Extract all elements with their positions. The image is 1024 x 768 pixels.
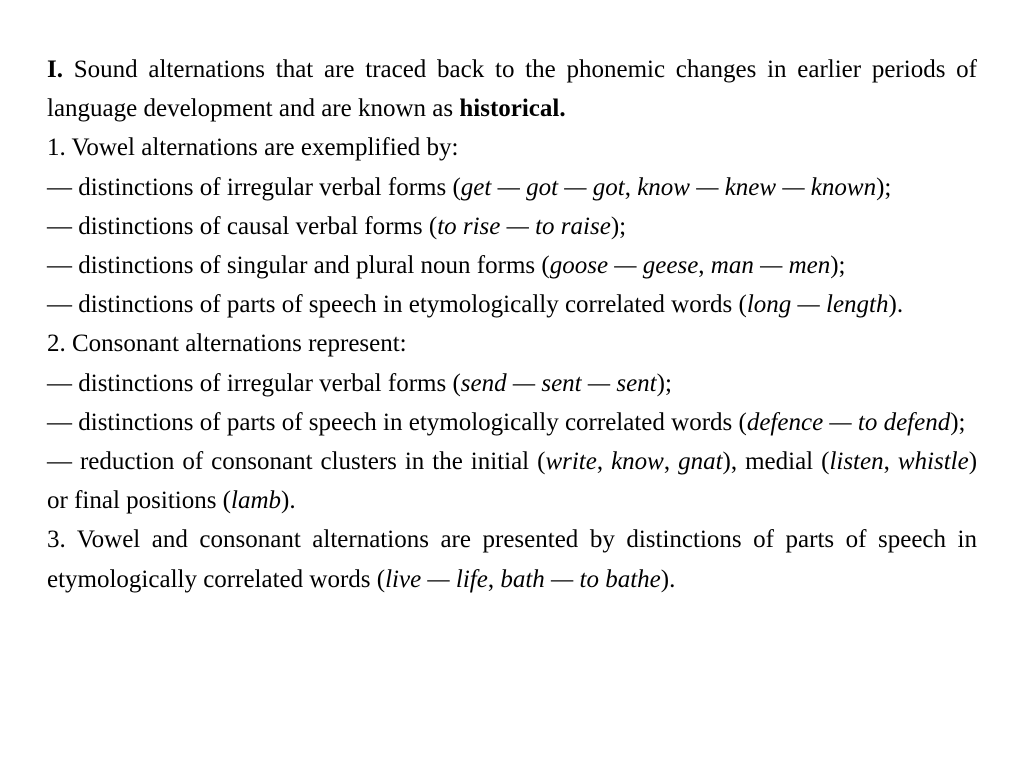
vowel-item-noun-forms [47,246,977,285]
example-text: man — men [710,252,831,280]
separator: , [487,565,501,593]
item-tail: ); [950,408,966,436]
example-text: to rise — to raise [437,212,611,240]
consonant-heading [47,324,977,363]
vowel-heading-text: 1. Vowel alternations are exemplified by: [47,134,459,162]
example-text: send — sent — sent [460,369,657,397]
item-lead: — reduction of consonant clusters in the initial ( [47,448,546,476]
item-tail: ). [888,291,904,319]
item-lead: — distinctions of parts of speech in etymologically correlated words ( [47,291,747,319]
consonant-heading-text: 2. Consonant alternations represent: [47,330,407,358]
combined-alternations-paragraph [47,520,977,598]
example-text: bath — to bathe [500,565,661,593]
item-tail: ); [876,173,892,201]
section-intro-text: Sound alternations that are traced back to the phonemic changes in earlier periods of language development and are known as [47,56,978,123]
example-text: get — got — got [460,173,625,201]
example-text: defence — to defend [746,408,951,436]
section-intro-paragraph [47,50,977,128]
item-lead: 3. Vowel and consonant alternations are presented by distinctions of parts of speech in etymologically correlated words ( [47,526,977,593]
separator: , [663,448,679,476]
vowel-heading [47,128,977,167]
separator: , [624,173,638,201]
vowel-item-parts-of-speech [47,285,977,324]
document-body [47,50,977,599]
vowel-item-irregular-verbs [47,168,977,207]
separator: , [596,448,612,476]
consonant-item-irregular-verbs [47,364,977,403]
separator: , [698,252,711,280]
example-text: whistle [897,448,969,476]
item-middle: ) or final positions ( [47,448,978,515]
item-tail: ); [830,252,846,280]
item-tail: ). [660,565,676,593]
item-tail: ); [610,212,627,240]
consonant-item-parts-of-speech [47,403,977,442]
item-tail: ). [281,487,296,515]
item-lead: — distinctions of causal verbal forms ( [47,212,438,240]
example-text: write [545,448,597,476]
item-lead: — distinctions of singular and plural noun forms ( [47,252,550,280]
consonant-item-cluster-reduction [47,442,977,520]
example-text: goose — geese [549,252,699,280]
item-lead: — distinctions of irregular verbal forms ( [47,369,461,397]
example-text: lamb [231,487,282,515]
item-lead: — distinctions of irregular verbal forms ( [47,173,461,201]
historical-term: historical. [459,95,566,123]
example-text: gnat [678,448,723,476]
item-tail: ); [656,369,672,397]
separator: , [883,448,898,476]
item-middle: ), medial ( [722,448,830,476]
example-text: know — knew — known [637,173,877,201]
vowel-item-causal-verbs [47,207,977,246]
example-text: listen [829,448,884,476]
section-numeral: I. [47,56,63,83]
example-text: long — length [746,291,889,319]
example-text: know [611,448,664,476]
item-lead: — distinctions of parts of speech in etymologically correlated words ( [47,408,747,436]
example-text: live — life [385,565,488,593]
